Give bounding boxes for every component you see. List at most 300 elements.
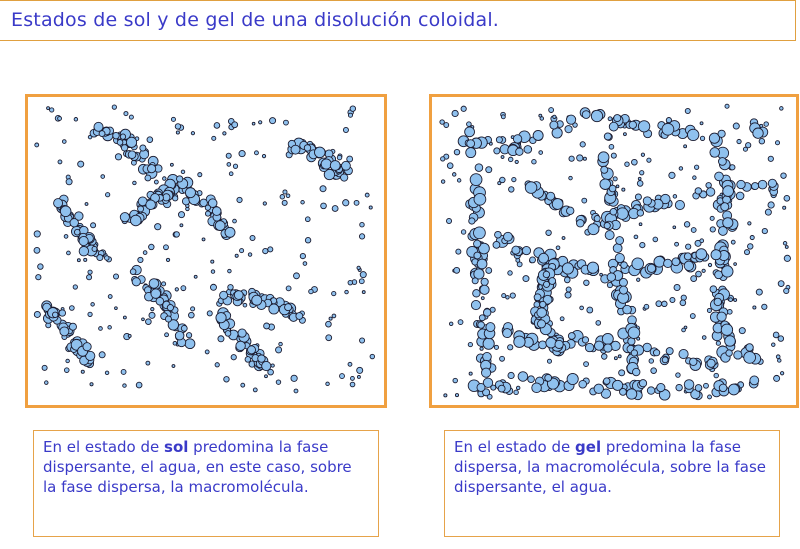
small-particle [707,308,711,312]
macromolecule-particle [165,316,171,322]
small-particle [105,193,109,197]
small-particle [679,167,683,171]
small-particle [360,338,365,343]
small-particle [233,219,237,223]
small-particle [691,228,696,233]
gel-caption-pre: En el estado de [454,438,576,456]
small-particle [112,105,116,109]
macromolecule-particle [205,205,210,210]
small-particle [458,320,463,325]
small-particle [739,328,745,334]
macromolecule-particle [604,133,611,140]
small-particle [773,332,779,338]
small-particle [276,380,281,385]
macromolecule-particle [706,188,714,196]
small-particle [345,290,349,294]
small-particle [637,278,640,281]
macromolecule-particle [483,352,492,361]
small-particle [785,246,788,249]
small-particle [64,368,69,373]
small-particle [704,383,709,388]
small-particle [553,115,556,118]
small-particle [457,179,461,183]
macromolecule-particle [547,192,555,200]
small-particle [608,117,612,121]
small-particle [502,294,506,298]
small-particle [501,115,505,119]
macromolecule-particle [60,206,71,217]
small-particle [772,343,776,347]
macromolecule-particle [79,236,88,245]
macromolecule-particle [546,338,556,348]
small-particle [165,333,169,337]
small-particle [577,155,583,161]
small-particle [332,314,336,318]
small-particle [291,375,297,381]
macromolecule-particle [639,380,646,387]
macromolecule-particle [714,298,721,305]
macromolecule-particle [752,183,759,190]
small-particle [235,254,238,257]
small-particle [264,323,270,329]
small-particle [348,113,352,117]
macromolecule-particle [469,218,475,224]
small-particle [128,334,131,337]
small-particle [305,237,311,242]
small-particle [129,115,133,119]
small-particle [635,194,641,200]
macromolecule-particle [330,161,340,171]
macromolecule-particle [540,301,546,307]
small-particle [686,244,691,249]
small-particle [78,161,84,167]
macromolecule-particle [140,145,146,151]
small-particle [149,312,155,318]
small-particle [147,137,153,143]
small-particle [729,298,733,302]
small-particle [280,195,285,200]
small-particle [616,185,619,188]
small-particle [87,275,92,280]
macromolecule-particle [483,309,490,316]
small-particle [176,131,179,134]
small-particle [108,295,112,299]
small-particle [447,163,453,169]
macromolecule-particle [149,279,159,289]
small-particle [516,386,520,390]
macromolecule-particle [472,278,478,284]
macromolecule-particle [470,174,482,186]
small-particle [210,284,216,290]
small-particle [181,170,185,174]
small-particle [725,104,729,108]
macromolecule-particle [524,146,532,154]
gel-caption-post: predomina la fase dispersa, la macromolécula, sobre la fase dispersante, el agua. [454,438,766,496]
small-particle [88,270,92,274]
macromolecule-particle [467,140,475,148]
macromolecule-particle [539,341,547,349]
small-particle [452,173,456,177]
macromolecule-particle [525,182,537,194]
macromolecule-particle [684,380,694,390]
small-particle [350,106,356,111]
sol-state-illustration [25,94,387,408]
small-particle [214,123,220,129]
macromolecule-particle [605,231,614,240]
macromolecule-particle [97,255,103,261]
small-particle [36,275,41,280]
small-particle [45,381,49,385]
small-particle [784,195,790,201]
macromolecule-particle [466,148,476,158]
macromolecule-particle [725,336,736,347]
macromolecule-particle [568,333,575,340]
small-particle [784,288,789,293]
small-particle [227,163,231,167]
small-particle [647,158,651,162]
macromolecule-particle [728,384,739,395]
macromolecule-particle [99,131,105,137]
small-particle [226,153,231,158]
macromolecule-particle [216,313,226,323]
small-particle [207,311,212,316]
small-particle [764,122,769,127]
macromolecule-particle [238,329,246,337]
macromolecule-particle [723,218,733,228]
small-particle [582,198,587,203]
small-particle [172,365,175,368]
small-particle [186,333,191,338]
macromolecule-particle [120,134,125,139]
small-particle [762,228,767,233]
macromolecule-particle [615,253,624,262]
macromolecule-particle [269,304,279,314]
small-particle [673,195,677,199]
small-particle [337,155,342,160]
macromolecule-particle [722,266,733,277]
small-particle [38,264,44,269]
small-particle [254,151,258,155]
small-particle [343,200,349,206]
small-particle [300,253,305,258]
macromolecule-particle [734,351,742,359]
macromolecule-particle [522,246,530,254]
small-particle [744,250,749,255]
small-particle [452,110,458,116]
small-particle [252,122,255,125]
small-particle [508,345,513,350]
macromolecule-particle [503,329,512,338]
small-particle [34,247,40,253]
small-particle [231,355,236,360]
small-particle [113,274,118,279]
small-particle [743,147,747,151]
small-particle [467,122,472,127]
small-particle [500,356,505,361]
small-particle [85,203,88,206]
macromolecule-particle [620,388,627,395]
macromolecule-particle [565,126,572,133]
macromolecule-particle [687,129,698,140]
macromolecule-particle [477,383,485,391]
small-particle [34,311,40,317]
macromolecule-particle [672,258,680,266]
small-particle [481,297,484,300]
small-particle [115,154,121,160]
small-particle [232,122,238,128]
small-particle [115,307,118,310]
macromolecule-particle [291,145,300,154]
small-particle [768,202,774,208]
macromolecule-particle [483,338,494,349]
small-particle [690,314,695,319]
macromolecule-particle [54,199,63,208]
macromolecule-particle [662,123,674,135]
small-particle [99,352,105,358]
macromolecule-particle [591,110,602,121]
small-particle [332,206,338,212]
small-particle [34,231,40,237]
small-particle [680,300,686,306]
small-particle [143,251,147,255]
small-particle [638,177,641,180]
macromolecule-particle [537,320,545,328]
small-particle [456,249,461,254]
small-particle [784,255,790,261]
small-particle [369,206,372,209]
small-particle [454,149,460,154]
small-particle [532,159,537,164]
macromolecule-particle [721,324,732,335]
small-particle [77,259,80,262]
small-particle [350,382,355,387]
small-particle [737,139,741,143]
macromolecule-particle [212,207,221,216]
macromolecule-particle [314,147,325,158]
small-particle [673,226,676,229]
macromolecule-particle [607,273,615,281]
small-particle [675,242,679,246]
macromolecule-particle [94,122,103,131]
small-particle [515,160,518,163]
small-particle [547,359,551,363]
small-particle [279,342,283,346]
macromolecule-particle [610,208,617,215]
small-particle [780,107,784,111]
small-particle [479,315,485,321]
macromolecule-particle [138,206,144,212]
macromolecule-particle [621,262,628,269]
macromolecule-particle [598,152,609,163]
small-particle [753,306,756,309]
small-particle [694,165,698,169]
small-particle [149,244,155,249]
small-particle [587,307,593,313]
small-particle [271,364,274,367]
small-particle [175,288,178,291]
small-particle [350,376,354,380]
macromolecule-particle [733,123,739,129]
small-particle [546,230,552,235]
small-particle [639,223,642,226]
small-particle [91,223,96,228]
small-particle [237,197,242,202]
macromolecule-particle [474,240,481,247]
macromolecule-particle [504,232,513,241]
small-particle [174,232,180,237]
macromolecule-particle [205,211,210,216]
small-particle [676,373,681,378]
macromolecule-particle [628,327,640,339]
small-particle [747,244,753,249]
small-particle [282,200,287,205]
macromolecule-particle [262,361,271,370]
small-particle [348,280,353,285]
macromolecule-particle [175,331,184,340]
small-particle [138,257,143,262]
macromolecule-particle [225,227,235,237]
small-particle [700,122,703,125]
small-particle [700,136,704,140]
small-particle [506,296,510,300]
small-particle [259,121,262,124]
macromolecule-particle [737,180,745,188]
small-particle [583,157,586,160]
small-particle [357,375,360,378]
macromolecule-particle [493,241,500,248]
small-particle [178,212,184,218]
macromolecule-particle [496,137,502,143]
macromolecule-particle [480,285,489,294]
macromolecule-particle [710,148,720,158]
small-particle [674,284,680,290]
small-particle [171,117,175,121]
small-particle [468,342,472,346]
small-particle [88,312,92,316]
small-particle [469,372,472,375]
macromolecule-particle [296,313,303,320]
small-particle [151,307,154,310]
macromolecule-particle [128,151,136,159]
small-particle [163,177,167,181]
macromolecule-particle [236,341,245,350]
small-particle [194,275,197,278]
small-particle [198,173,202,177]
small-particle [455,394,458,397]
small-particle [765,209,771,215]
macromolecule-particle [474,252,481,259]
macromolecule-particle [59,310,65,316]
macromolecule-particle [167,304,173,310]
small-particle [211,260,214,263]
small-particle [734,263,737,266]
small-particle [241,383,245,387]
small-particle [332,291,336,295]
small-particle [58,160,62,164]
small-particle [693,176,697,180]
small-particle [494,148,500,154]
macromolecule-particle [52,312,58,317]
small-particle [263,248,268,253]
small-particle [480,347,483,350]
small-particle [248,253,252,257]
small-particle [67,251,71,255]
macromolecule-particle [695,188,701,194]
macromolecule-particle [130,269,136,275]
macromolecule-particle [696,249,707,260]
small-particle [239,150,245,156]
small-particle [685,108,690,113]
macromolecule-particle [473,290,480,297]
macromolecule-particle [474,193,486,205]
macromolecule-particle [486,323,495,332]
small-particle [162,282,166,286]
macromolecule-particle [723,186,734,197]
macromolecule-particle [654,256,665,267]
small-particle [669,172,675,178]
small-particle [205,350,209,354]
macromolecule-particle [555,340,563,348]
small-particle [756,289,762,295]
macromolecule-particle [550,121,558,129]
macromolecule-particle [495,231,502,238]
macromolecule-particle [341,174,348,181]
small-particle [632,159,638,165]
macromolecule-particle [647,387,654,394]
macromolecule-particle [562,263,573,274]
small-particle [653,237,658,242]
macromolecule-particle [512,246,520,254]
macromolecule-particle [582,111,590,119]
macromolecule-particle [245,357,251,363]
gel-particles [432,97,796,405]
small-particle [320,186,326,192]
small-particle [762,304,767,309]
small-particle [539,114,542,117]
macromolecule-particle [234,291,243,300]
macromolecule-particle [601,166,608,173]
sol-caption-pre: En el estado de [43,438,165,456]
macromolecule-particle [475,164,483,172]
small-particle [783,206,786,209]
small-particle [233,164,237,168]
small-particle [250,235,255,240]
macromolecule-particle [643,197,651,205]
small-particle [154,180,158,184]
small-particle [775,141,779,145]
small-particle [303,262,307,266]
macromolecule-particle [92,246,97,251]
small-particle [623,133,626,136]
small-particle [365,193,369,197]
small-particle [500,177,506,182]
macromolecule-particle [70,219,78,227]
small-particle [508,372,514,378]
small-particle [625,162,630,167]
macromolecule-particle [746,344,753,351]
small-particle [682,328,686,332]
small-particle [62,140,66,144]
macromolecule-particle [629,121,636,128]
macromolecule-particle [632,258,644,270]
macromolecule-particle [539,253,549,263]
macromolecule-particle [552,199,563,210]
small-particle [66,359,70,363]
small-particle [268,247,273,252]
macromolecule-particle [537,308,547,318]
small-particle [326,382,330,386]
small-particle [84,258,87,261]
